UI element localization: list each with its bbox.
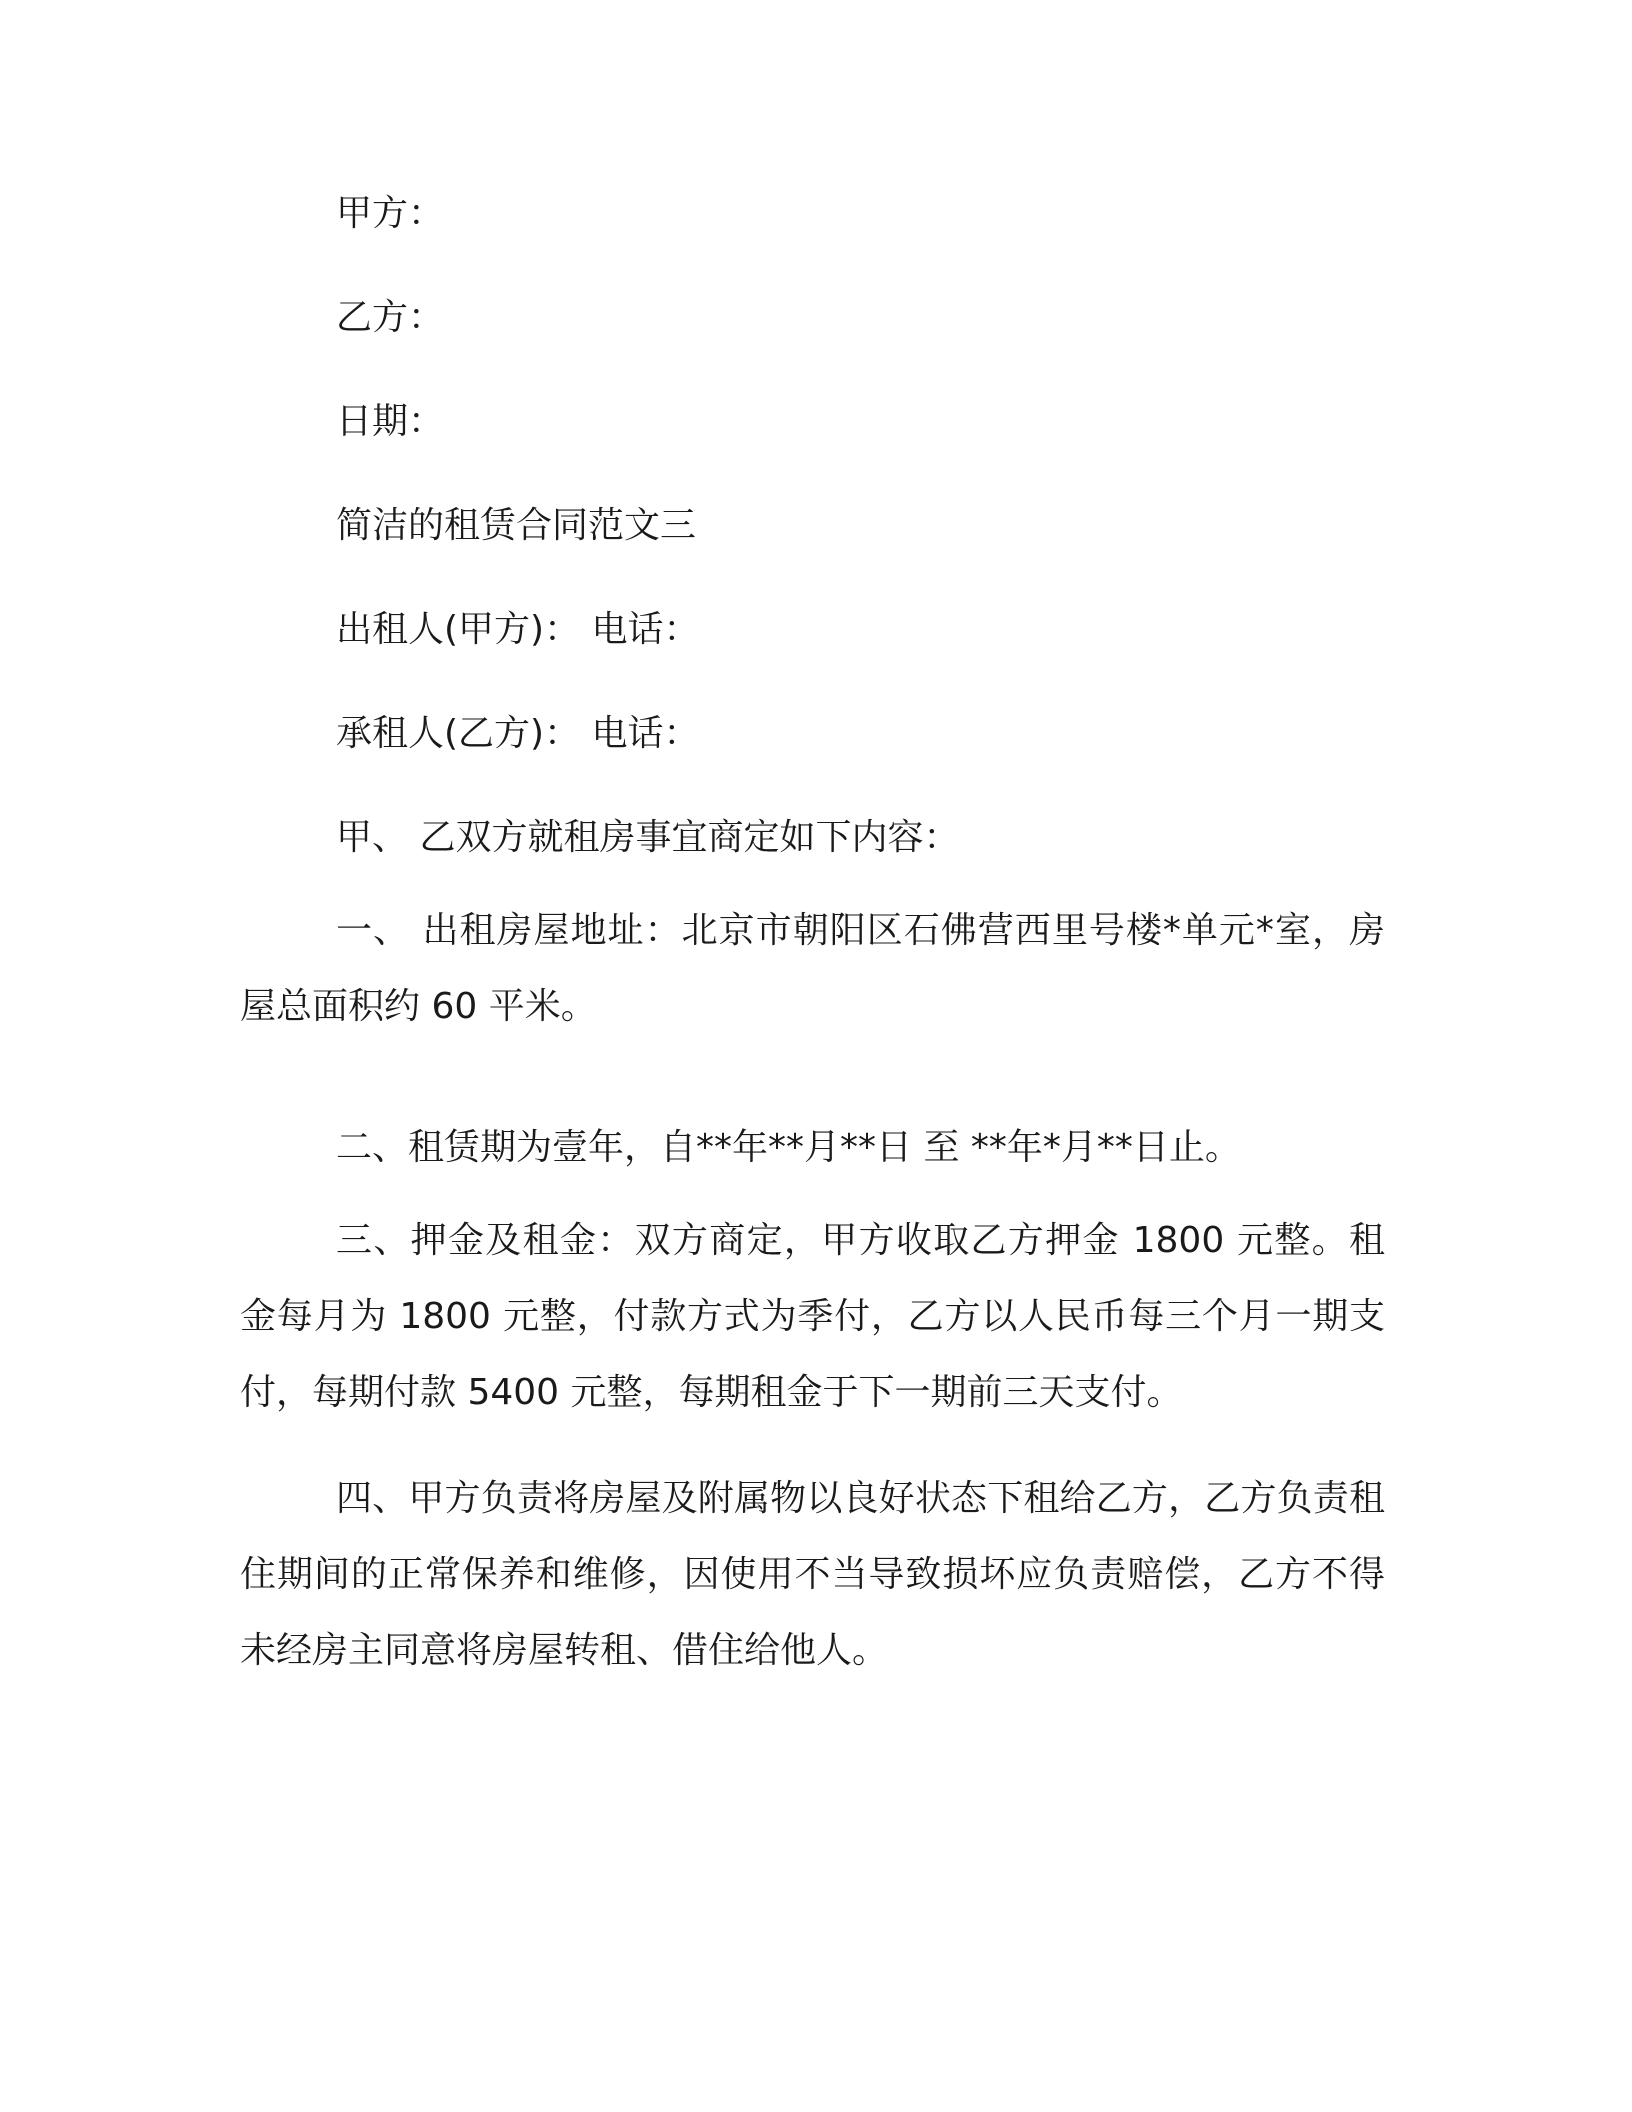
lessor-line: 出租人(甲方)： 电话： bbox=[336, 609, 700, 650]
date-label: 日期： bbox=[336, 401, 445, 442]
clause-3: 三、押金及租金：双方商定，甲方收取乙方押金 1800 元整。租金每月为 1800 元整，付款方式为季付，乙方以人民币每三个月一期支付，每期付款 5400 元整，每期租金于下一期前三天支付。 bbox=[240, 1220, 1385, 1413]
clause-2: 二、租赁期为壹年，自**年**月**日 至 **年*月**日止。 bbox=[336, 1127, 1241, 1168]
lessee-line: 承租人(乙方)： 电话： bbox=[336, 713, 700, 754]
party-a-label: 甲方： bbox=[336, 193, 445, 234]
intro-line: 甲、 乙双方就租房事宜商定如下内容： bbox=[336, 817, 960, 858]
clause-1: 一、 出租房屋地址：北京市朝阳区石佛营西里号楼*单元*室，房屋总面积约 60 平米。 bbox=[240, 910, 1385, 1027]
clause-4: 四、甲方负责将房屋及附属物以良好状态下租给乙方，乙方负责租住期间的正常保养和维修，因使用不当导致损坏应负责赔偿，乙方不得未经房主同意将房屋转租、借住给他人。 bbox=[240, 1478, 1385, 1671]
party-b-label: 乙方： bbox=[336, 297, 445, 338]
document-title: 简洁的租赁合同范文三 bbox=[336, 505, 697, 546]
